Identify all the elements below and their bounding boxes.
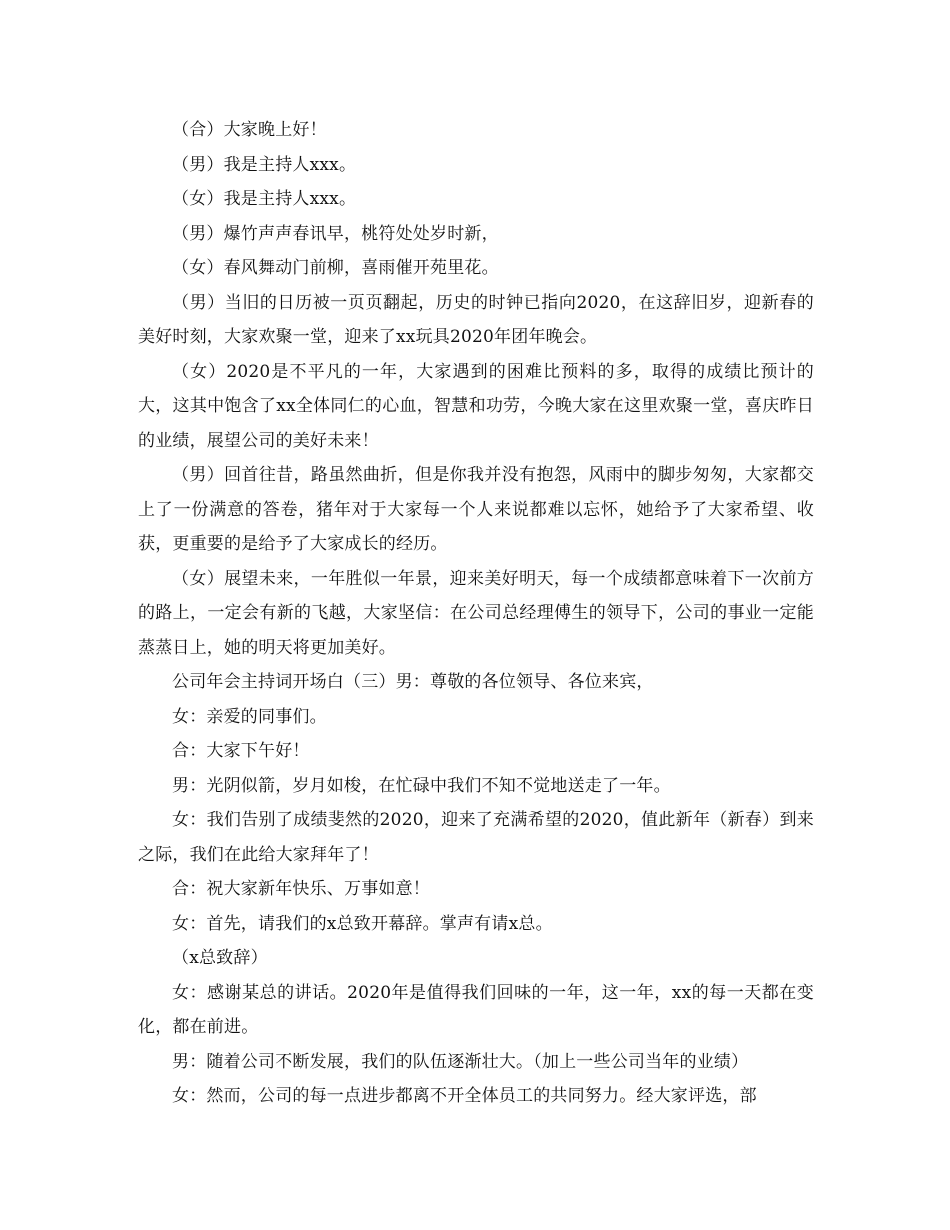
- paragraph: （男）爆竹声声春讯早，桃符处处岁时新，: [172, 223, 499, 244]
- paragraph: 公司年会主持词开场白（三）男：尊敬的各位领导、各位来宾，: [172, 672, 654, 692]
- paragraph: （男）回首往昔，路虽然曲折，但是你我并没有抱怨，风雨中的脚步匆匆，大家都交上了一份满意的答卷，猪年对于大家每一个人来说都难以忘怀，她给予了大家希望、收获，更重要的是给予了大家成长的经历。: [138, 465, 814, 554]
- paragraph: （女）我是主持人xxx。: [172, 189, 357, 209]
- paragraph: 男：随着公司不断发展，我们的队伍逐渐壮大。（加上一些公司当年的业绩）: [172, 1051, 749, 1072]
- paragraph: 合：大家下午好！: [172, 741, 310, 761]
- paragraph: （x总致辞）: [172, 948, 268, 968]
- paragraph: 女：我们告别了成绩斐然的2020，迎来了充满希望的2020，值此新年（新春）到来之际，我们在此给大家拜年了！: [138, 810, 814, 865]
- document-body: [138, 113, 814, 1114]
- paragraph: 女：感谢某总的讲话。2020年是值得我们回味的一年，这一年，xx的每一天都在变化，都在前进。: [138, 982, 814, 1037]
- paragraph: 女：然而，公司的每一点进步都离不开全体员工的共同努力。经大家评选，部: [172, 1086, 757, 1106]
- paragraph: （合）大家晚上好！: [172, 120, 327, 140]
- paragraph: （男）当旧的日历被一页页翻起，历史的时钟已指向2020，在这辞旧岁，迎新春的美好时刻，大家欢聚一堂，迎来了xx玩具2020年团年晚会。: [138, 292, 814, 347]
- paragraph: 女：亲爱的同事们。: [172, 706, 327, 727]
- paragraph: （女）展望未来，一年胜似一年景，迎来美好明天，每一个成绩都意味着下一次前方的路上，一定会有新的飞越，大家坚信：在公司总经理傅生的领导下，公司的事业一定能蒸蒸日上，她的明天将更加美好。: [138, 568, 814, 658]
- paragraph: （女）春风舞动门前柳，喜雨催开苑里花。: [172, 258, 499, 278]
- paragraph: 男：光阴似箭，岁月如梭，在忙碌中我们不知不觉地送走了一年。: [172, 775, 671, 796]
- paragraph: （女）2020是不平凡的一年，大家遇到的困难比预料的多，取得的成绩比预计的大，这其中饱含了xx全体同仁的心血，智慧和功劳，今晚大家在这里欢聚一堂，喜庆昨日的业绩，展望公司的美好未来！: [138, 361, 814, 451]
- paragraph: 女：首先，请我们的x总致开幕辞。掌声有请x总。: [172, 913, 553, 934]
- paragraph: 合：祝大家新年快乐、万事如意！: [172, 879, 430, 899]
- paragraph: （男）我是主持人xxx。: [172, 154, 357, 175]
